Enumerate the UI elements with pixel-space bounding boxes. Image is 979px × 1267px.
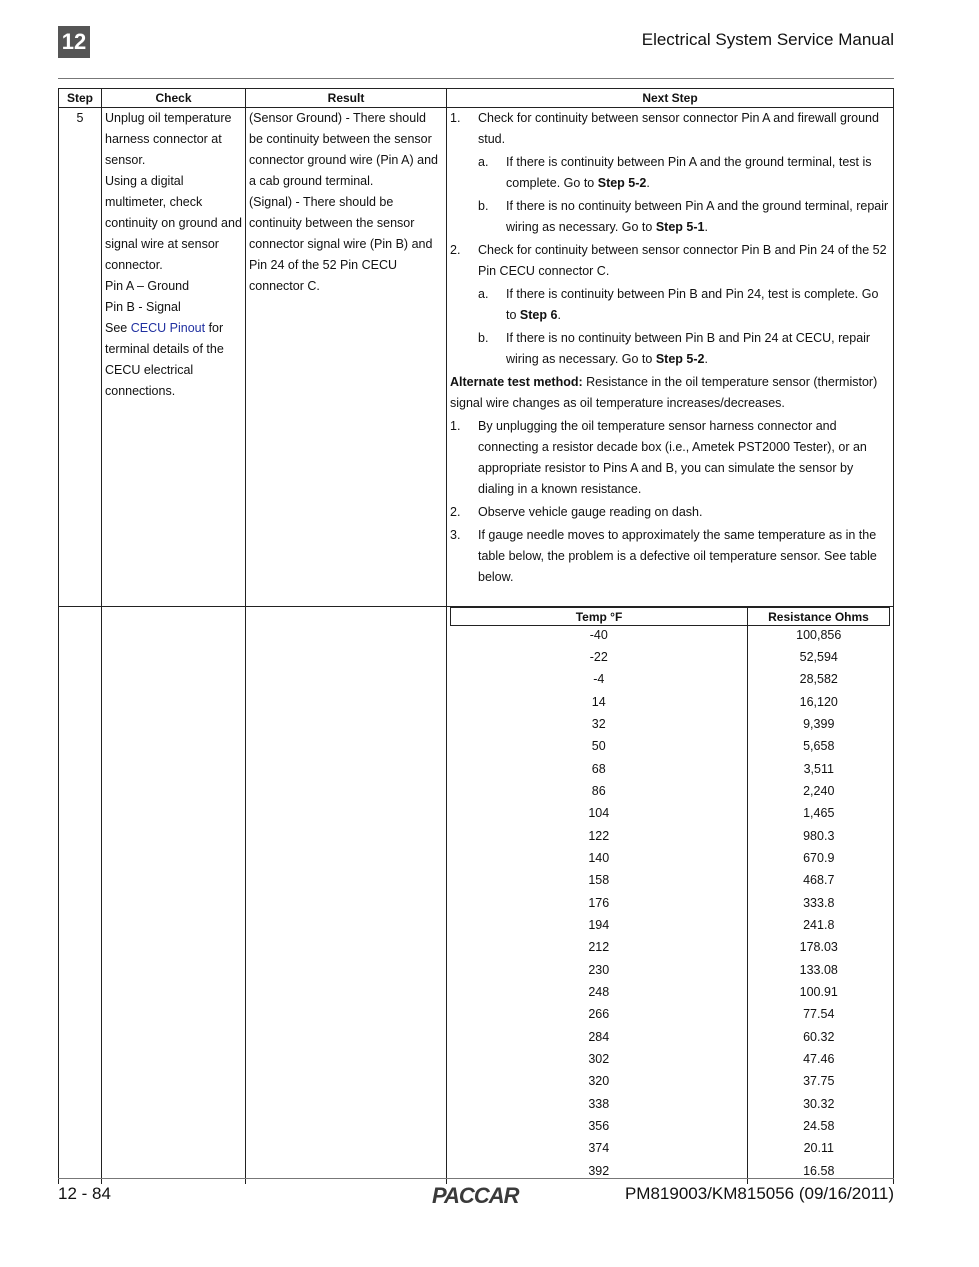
table-row [451,693,890,715]
table-row [451,737,890,759]
temp-value: 104 [451,804,748,826]
see-reference [105,318,242,402]
temp-value: 212 [451,938,748,960]
result-ground: (Sensor Ground) - There should be continuity between the sensor connector ground wire (Pin A) and a cab ground terminal. [249,111,438,188]
table-row [59,607,894,1185]
resistance-value: 52,594 [799,649,838,664]
item-text: If there is no continuity between Pin A and the ground terminal, repair wiring as necessary. Go to Step 5-1. [506,199,889,234]
table-row [451,670,890,692]
alt-item-1 [450,416,890,500]
item-number: 1. [450,111,461,125]
document-number: PM819003/KM815056 (09/16/2011) [624,1184,894,1203]
troubleshooting-table [58,88,894,1184]
temp-value: -40 [451,626,748,648]
resistance-value: 16,120 [799,694,838,709]
alt-item-3 [450,525,890,588]
empty-result-cell [246,607,447,1185]
table-row [451,1050,890,1072]
item-text: If there is no continuity between Pin B and Pin 24 at CECU, repair wiring as necessary. Go to Step 5-2. [506,331,871,366]
table-row [451,1095,890,1117]
next-step-cell [447,108,894,607]
resistance-value: 3,511 [803,761,834,776]
table-row [451,849,890,871]
table-row [451,1005,890,1027]
table-header-row [59,89,894,108]
resistance-value: 20.11 [803,1141,834,1156]
pin-a-label: Pin A – Ground [105,279,190,293]
resistance-value: 241.8 [803,917,835,932]
temp-value: -4 [451,670,748,692]
item-text: Observe vehicle gauge reading on dash. [478,505,703,519]
item-letter: a. [478,287,489,301]
resistance-value: 100,856 [796,628,842,642]
temp-value: 176 [451,894,748,916]
temp-value: 284 [451,1028,748,1050]
table-row [451,1139,890,1161]
resistance-value: 30.32 [803,1096,835,1111]
temp-value: 50 [451,737,748,759]
temp-value: 32 [451,715,748,737]
next-item-2a [478,284,890,326]
item-text: If there is continuity between Pin A and the ground terminal, test is complete. Go to Step 5-2. [506,155,872,190]
temp-value: 194 [451,916,748,938]
cecu-pinout-link[interactable]: CECU Pinout [130,321,206,335]
temp-table-cell [447,607,894,1185]
check-instruction: Unplug oil temperature harness connector at sensor. [105,111,232,167]
item-number: 2. [450,243,461,257]
table-row [451,626,890,648]
temp-value: 86 [451,782,748,804]
table-row [451,1162,890,1184]
step-number: 5 [59,108,102,607]
temp-value: 392 [451,1162,748,1184]
item-text: By unplugging the oil temperature sensor harness connector and connecting a resistor decade box (i.e., Ametek PST2000 Tester), or an appropriate resistor to Pins A and B, you can simulate the sensor by dialing in a known resistance. [478,419,867,496]
next-item-2 [450,240,890,282]
item-letter: b. [478,199,489,213]
temp-value: 338 [451,1095,748,1117]
table-row [451,961,890,983]
resistance-value: 5,658 [803,739,835,754]
resistance-value: 100.91 [799,985,838,999]
temp-value: 248 [451,983,748,1005]
table-row [451,782,890,804]
alt-item-2 [450,502,890,523]
step-reference: Step 6 [519,308,558,322]
table-row [451,894,890,916]
alternate-method-label: Alternate test method: [450,375,583,389]
header-result: Result [246,89,447,108]
resistance-value: 37.75 [803,1074,835,1089]
step-reference: Step 5-2 [597,176,647,190]
resistance-value: 47.46 [803,1052,835,1067]
temp-table-header [451,608,890,626]
item-number: 3. [450,528,461,542]
step-reference: Step 5-1 [655,220,705,234]
table-row [451,715,890,737]
item-text: Check for continuity between sensor connector Pin B and Pin 24 of the 52 Pin CECU connector C. [478,243,887,278]
temp-value: -22 [451,648,748,670]
header-temp: Temp °F [451,608,748,626]
temp-value: 266 [451,1005,748,1027]
step-reference: Step 5-2 [655,352,705,366]
table-row [451,938,890,960]
see-rest-text: for terminal details of the CECU electrical connections. [105,321,224,398]
next-item-2b [478,328,890,370]
empty-step-cell [59,607,102,1185]
header-step: Step [59,89,102,108]
see-text: See [105,321,128,335]
table-row [451,760,890,782]
resistance-value: 28,582 [799,672,838,687]
temp-value: 14 [451,693,748,715]
item-number: 2. [450,505,461,519]
item-letter: b. [478,331,489,345]
pin-b-label: Pin B - Signal [105,300,181,314]
temp-value: 230 [451,961,748,983]
temperature-resistance-table [450,607,890,1184]
item-text: If there is continuity between Pin B and Pin 24, test is complete. Go to Step 6. [506,287,879,322]
page-header-title: Electrical System Service Manual [641,30,894,49]
table-row [451,648,890,670]
resistance-value: 24.58 [803,1119,835,1134]
table-row [451,1117,890,1139]
next-item-1b [478,196,890,238]
temp-value: 122 [451,827,748,849]
empty-check-cell [102,607,246,1185]
table-row [59,108,894,607]
temp-value: 374 [451,1139,748,1161]
check-multimeter: Using a digital multimeter, check continuity on ground and signal wire at sensor connector. [105,174,242,272]
temp-value: 158 [451,871,748,893]
table-row [451,916,890,938]
table-row [451,983,890,1005]
alternate-method: Alternate test method: Resistance in the oil temperature sensor (thermistor) signal wire changes as oil temperature increases/decreases. [450,375,878,410]
check-cell [102,108,246,607]
temp-value: 68 [451,760,748,782]
resistance-value: 670.9 [803,850,835,865]
resistance-value: 9,399 [803,716,835,731]
result-cell [246,108,447,607]
next-item-1 [450,108,890,150]
resistance-value: 60.32 [803,1029,835,1044]
resistance-value: 1,465 [803,806,835,821]
resistance-value: 468.7 [803,873,835,888]
temp-value: 356 [451,1117,748,1139]
header-resistance: Resistance Ohms [748,608,890,626]
item-text: Check for continuity between sensor connector Pin A and firewall ground stud. [478,111,879,146]
temp-value: 140 [451,849,748,871]
item-number: 1. [450,419,461,433]
table-row [451,804,890,826]
temp-value: 320 [451,1072,748,1094]
resistance-value: 16.58 [803,1163,835,1178]
table-row [451,1028,890,1050]
svg-text:PACCAR: PACCAR [432,1183,519,1207]
resistance-value: 2,240 [803,783,835,798]
paccar-logo [432,1183,538,1212]
header-next-step: Next Step [447,89,894,108]
table-row [451,871,890,893]
chapter-number-box: 12 [58,26,90,58]
header-check: Check [102,89,246,108]
item-letter: a. [478,155,489,169]
temp-value: 302 [451,1050,748,1072]
resistance-value: 178.03 [799,940,838,955]
result-signal: (Signal) - There should be continuity between the sensor connector signal wire (Pin B) and Pin 24 of the 52 Pin CECU connector C. [249,195,433,293]
item-text: If gauge needle moves to approximately the same temperature as in the table below, the problem is a defective oil temperature sensor. See table below. [478,528,877,584]
resistance-value: 333.8 [803,895,835,910]
footer-divider [58,1178,894,1179]
next-item-1a [478,152,890,194]
resistance-value: 980.3 [803,828,835,843]
table-row [451,1072,890,1094]
resistance-value: 77.54 [803,1007,835,1022]
temp-table-body [451,626,890,1185]
table-row [451,827,890,849]
header-divider [58,78,894,79]
resistance-value: 133.08 [799,962,838,977]
page-number: 12 - 84 [58,1184,111,1203]
